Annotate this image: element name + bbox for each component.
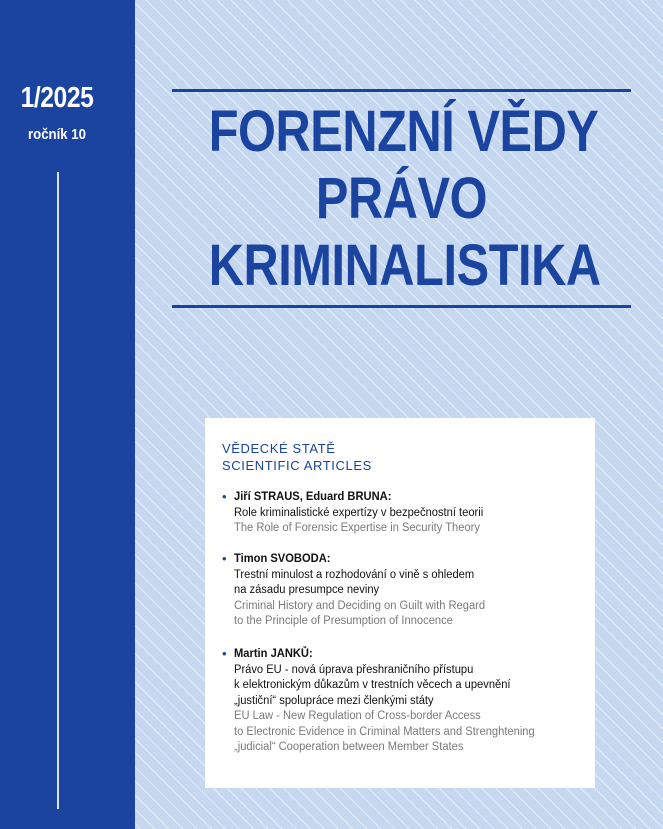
article-title-cz: na zásadu presumpce neviny <box>234 584 380 596</box>
bullet-icon: • <box>222 646 227 661</box>
article-authors: Timon SVOBODA: <box>234 553 331 565</box>
title-line-3: KRIMINALISTIKA <box>208 233 601 298</box>
article-title-en: „judicial“ Cooperation between Member States <box>234 741 464 753</box>
title-rule-bottom <box>172 305 631 308</box>
title-line-1: FORENZNÍ VĚDY <box>208 99 599 164</box>
journal-title <box>172 98 631 299</box>
section-heading-cz: VĚDECKÉ STATĚ <box>222 441 336 456</box>
article-title-cz: k elektronickým důkazům v trestních věcech a upevnění <box>234 679 511 691</box>
article-authors: Jiří STRAUS, Eduard BRUNA: <box>234 491 392 503</box>
article-item <box>222 552 587 630</box>
article-title-en: Criminal History and Deciding on Guilt with Regard <box>234 599 486 612</box>
volume-label: ročník 10 <box>28 126 86 143</box>
article-authors: Martin JANKŮ: <box>234 648 313 660</box>
article-title-cz: Právo EU - nová úprava přeshraničního přístupu <box>234 663 474 676</box>
title-line-2: PRÁVO <box>315 166 488 231</box>
article-title-en: The Role of Forensic Expertise in Security Theory <box>234 522 480 534</box>
sidebar <box>0 0 135 829</box>
article-title-cz: „justiční“ spolupráce mezi členkými státy <box>234 694 434 707</box>
article-title-en: to Electronic Evidence in Criminal Matters and Strenghtening <box>234 725 535 738</box>
article-item <box>222 490 587 537</box>
bullet-icon: • <box>222 489 227 504</box>
article-title-en: EU Law - New Regulation of Cross-border Access <box>234 710 481 722</box>
title-rule-top <box>172 89 631 92</box>
article-title-cz: Role kriminalistické expertízy v bezpečnostní teorii <box>234 506 484 519</box>
bullet-icon: • <box>222 551 227 566</box>
contents-box <box>205 418 595 788</box>
article-title-en: to the Principle of Presumption of Innocence <box>234 615 453 627</box>
sidebar-divider <box>57 172 59 809</box>
article-item <box>222 647 587 756</box>
article-title-cz: Trestní minulost a rozhodování o vině s ohledem <box>234 568 475 581</box>
section-heading-en: SCIENTIFIC ARTICLES <box>222 458 372 473</box>
section-heading <box>222 440 372 474</box>
issue-number: 1/2025 <box>20 82 94 114</box>
